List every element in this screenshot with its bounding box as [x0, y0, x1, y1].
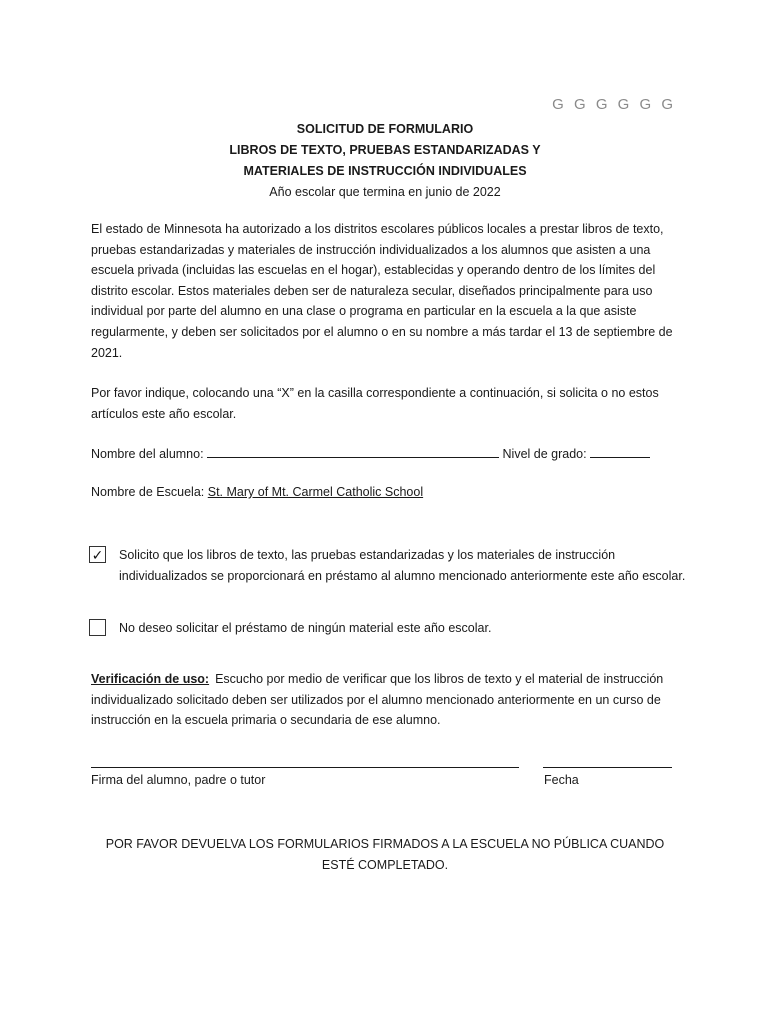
form-header	[0, 119, 770, 203]
request-option-text: Solicito que los libros de texto, las pruebas estandarizadas y los materiales de instrucción individualizados se proporcionará en préstamo al alumno mencionado anteriormente este año escolar.	[119, 548, 686, 583]
decline-checkbox[interactable]	[89, 619, 106, 636]
student-grade-row	[91, 444, 650, 461]
title-line-3: MATERIALES DE INSTRUCCIÓN INDIVIDUALES	[243, 164, 527, 178]
return-instructions: POR FAVOR DEVUELVA LOS FORMULARIOS FIRMADOS A LA ESCUELA NO PÚBLICA CUANDO ESTÉ COMPLETADO.	[105, 837, 665, 872]
student-name-field[interactable]	[207, 444, 499, 458]
school-name-value[interactable]: St. Mary of Mt. Carmel Catholic School	[207, 485, 424, 499]
document-code: G G G G G G	[552, 96, 676, 113]
grade-field[interactable]	[590, 444, 650, 458]
verification-label: Verificación de uso:	[91, 672, 210, 686]
school-row	[91, 485, 423, 499]
signature-line[interactable]	[91, 767, 519, 768]
intro-paragraph: El estado de Minnesota ha autorizado a los distritos escolares públicos locales a prestar libros de texto, pruebas estandarizadas y materiales de instrucción individualizados a los alumnos que asisten a una escuela privada (incluidas las escuelas en el hogar), establecidas y operando dentro de los límites del distrito escolar. Estos materiales deben ser de naturaleza secular, diseñados principalmente para uso individual por parte del alumno en una clase o programa en particular en la escuela a la que asiste regularmente, y deben ser solicitados por el alumno o en su nombre a más tardar el 13 de septiembre de 2021.	[91, 222, 673, 360]
title-line-2: LIBROS DE TEXTO, PRUEBAS ESTANDARIZADAS Y	[229, 143, 541, 157]
verification-paragraph	[91, 669, 681, 731]
title-line-1: SOLICITUD DE FORMULARIO	[296, 122, 474, 136]
date-label: Fecha	[544, 773, 579, 787]
grade-label: Nivel de grado:	[502, 447, 587, 461]
instruction-paragraph: Por favor indique, colocando una “X” en la casilla correspondiente a continuación, si solicita o no estos artículos este año escolar.	[91, 386, 659, 421]
request-checkbox[interactable]: ✓	[89, 546, 106, 563]
school-year: Año escolar que termina en junio de 2022	[269, 185, 501, 199]
verification-text: Escucho por medio de verificar que los libros de texto y el material de instrucción individualizado solicitado deben ser utilizados por el alumno mencionado anteriormente en un curso de instrucción en la escuela primaria o secundaria de ese alumno.	[91, 672, 664, 728]
school-label: Nombre de Escuela:	[91, 485, 205, 499]
student-name-label: Nombre del alumno:	[91, 447, 204, 461]
date-line[interactable]	[543, 767, 672, 768]
option-decline-materials	[89, 618, 689, 639]
signature-label: Firma del alumno, padre o tutor	[91, 773, 266, 787]
option-request-materials	[89, 545, 689, 586]
decline-option-text: No deseo solicitar el préstamo de ningún material este año escolar.	[119, 621, 492, 635]
